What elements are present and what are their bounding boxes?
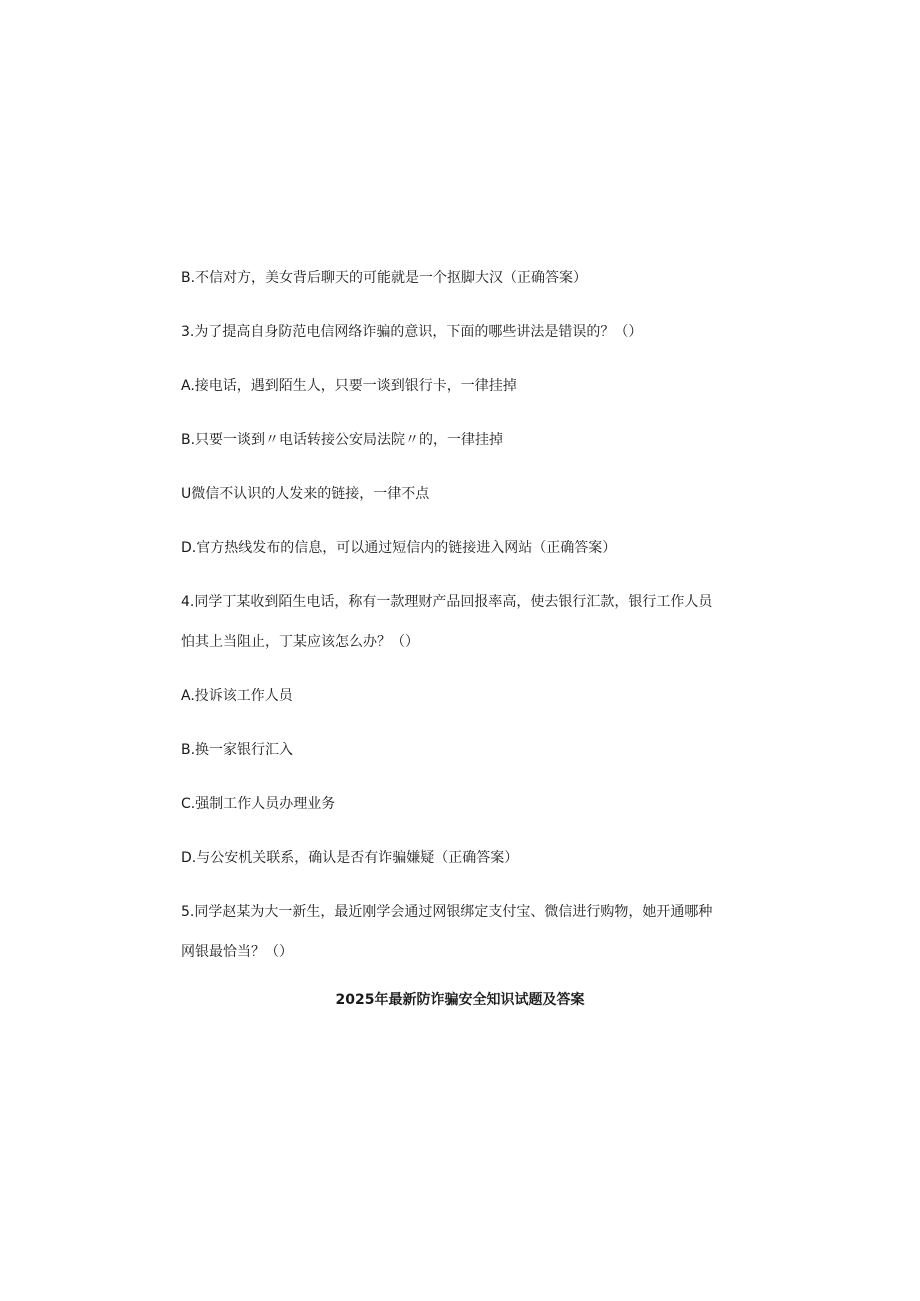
document-title: 2025年最新防诈骗安全知识试题及答案 [335, 992, 585, 1008]
document-body [181, 268, 761, 962]
question-4-option-a: A.投诉该工作人员 [181, 688, 293, 704]
question-3: 3.为了提高自身防范电信网络诈骗的意识，下面的哪些讲法是错误的？（） [181, 324, 643, 340]
question-3-option-b: B.只要一谈到〃电话转接公安局法院〃的，一律挂掉 [181, 432, 504, 448]
question-4-line-2: 怕其上当阻止，丁某应该怎么办？（） [181, 634, 419, 650]
question-5-line-1: 5.同学赵某为大一新生，最近刚学会通过网银绑定支付宝、微信进行购物，她开通哪种 [181, 904, 713, 920]
question-4-option-d: D.与公安机关联系，确认是否有诈骗嫌疑（正确答案） [181, 850, 519, 866]
question-3-option-d: D.官方热线发布的信息，可以通过短信内的链接进入网站（正确答案） [181, 540, 617, 556]
question-4-line-1: 4.同学丁某收到陌生电话，称有一款理财产品回报率高，使去银行汇款，银行工作人员 [181, 594, 713, 610]
question-5-line-2: 网银最恰当？（） [181, 944, 293, 960]
answer-option-b: B.不信对方，美女背后聊天的可能就是一个抠脚大汉（正确答案） [181, 270, 588, 286]
question-4-option-b: B.换一家银行汇入 [181, 742, 294, 758]
question-4-option-c: C.强制工作人员办理业务 [181, 796, 336, 812]
question-3-option-c: U微信不认识的人发来的链接，一律不点 [181, 486, 430, 502]
question-3-option-a: A.接电话，遇到陌生人，只要一谈到银行卡，一律挂掉 [181, 378, 517, 394]
